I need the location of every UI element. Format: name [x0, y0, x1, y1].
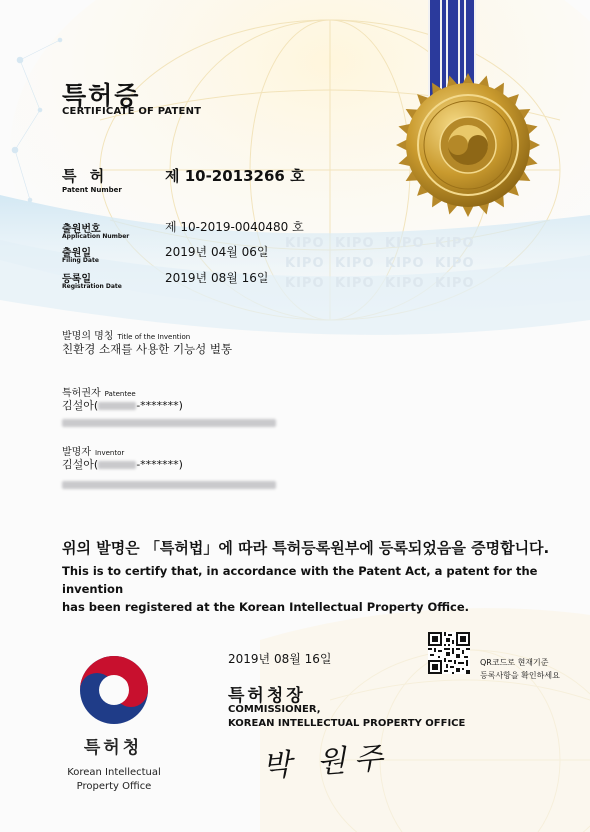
commissioner-line-1: COMMISSIONER, — [228, 704, 321, 715]
taegeuk-emblem-icon — [76, 652, 152, 728]
registration-label: 등록일 — [62, 274, 91, 285]
watermark-text: KIPO — [335, 276, 375, 291]
patent-label: 특 허 — [62, 167, 109, 185]
watermark-text: KIPO — [285, 276, 325, 291]
certification-statement-en — [62, 562, 590, 616]
patent-number: 제 10-2013266 호 — [165, 167, 305, 185]
redacted-id — [98, 402, 136, 410]
registration-date: 2019년 08월 16일 — [165, 271, 269, 285]
agency-name-en-line-1: Korean Intellectual — [67, 767, 161, 778]
watermark-text: KIPO — [335, 256, 375, 271]
certification-line-2: has been registered at the Korean Intellectual Property Office. — [62, 600, 470, 614]
certificate-title: 특허증 — [62, 81, 141, 110]
application-number: 제 10-2019-0040480 호 — [165, 220, 304, 234]
qr-note-line-2: 등록사항을 확인하세요 — [480, 671, 560, 680]
filing-label-en: Filing Date — [62, 257, 99, 264]
watermark-text: KIPO — [335, 236, 375, 251]
redacted-id — [98, 461, 136, 469]
commissioner-signature: 박 원주 — [261, 740, 392, 785]
patentee-masked-id: -*******) — [136, 399, 183, 412]
inventor-label: 발명자 — [62, 447, 91, 458]
certification-statement-ko: 위의 발명은 「특허법」에 따라 특허등록원부에 등록되었음을 증명합니다. — [62, 539, 550, 557]
inventor-name-line: 김설아( -*******) — [62, 458, 183, 471]
watermark-text: KIPO — [435, 236, 475, 251]
patentee-name-line: 김설아( -*******) — [62, 399, 183, 412]
certificate-subtitle: CERTIFICATE OF PATENT — [62, 106, 202, 117]
inventor-masked-id: -*******) — [136, 458, 183, 471]
invention-label: 발명의 명칭 — [62, 331, 114, 342]
patentee-address-redacted — [62, 412, 276, 431]
invention-title: 친환경 소재를 사용한 기능성 벌통 — [62, 342, 233, 356]
agency-name-en — [50, 766, 178, 794]
watermark-text: KIPO — [285, 256, 325, 271]
agency-name: 특허청 — [83, 738, 143, 758]
watermark-text: KIPO — [435, 256, 475, 271]
inventor-address-redacted — [62, 474, 276, 493]
inventor-label-en: Inventor — [94, 449, 125, 457]
certification-line-1: This is to certify that, in accordance with the Patent Act, a patent for the invention — [62, 564, 538, 596]
commissioner-title-en — [228, 703, 465, 731]
inventor-name: 김설아 — [62, 458, 94, 471]
qr-note — [480, 656, 560, 682]
watermark-text: KIPO — [385, 236, 425, 251]
application-label: 출원번호 — [62, 224, 101, 235]
agency-name-en-line-2: Property Office — [76, 781, 152, 792]
patentee-label-en: Patentee — [104, 390, 136, 398]
commissioner-title: 특허청장 — [228, 686, 306, 706]
filing-label: 출원일 — [62, 248, 91, 259]
qr-code-icon[interactable] — [428, 632, 470, 674]
application-label-en: Application Number — [62, 233, 130, 240]
patentee-name: 김설아 — [62, 399, 94, 412]
watermark-text: KIPO — [435, 276, 475, 291]
qr-note-line-1: QR코드로 현재기준 — [480, 658, 549, 667]
watermark-text: KIPO — [285, 236, 325, 251]
gold-seal-icon — [393, 70, 543, 220]
issue-date: 2019년 08월 16일 — [228, 652, 332, 666]
filing-date: 2019년 04월 06일 — [165, 245, 269, 259]
watermark-text: KIPO — [385, 256, 425, 271]
invention-label-en: Title of the Invention — [117, 333, 191, 341]
registration-label-en: Registration Date — [62, 283, 122, 290]
commissioner-line-2: KOREAN INTELLECTUAL PROPERTY OFFICE — [228, 718, 466, 729]
patentee-label: 특허권자 — [62, 388, 101, 399]
patent-label-en: Patent Number — [62, 186, 122, 194]
watermark-text: KIPO — [385, 276, 425, 291]
